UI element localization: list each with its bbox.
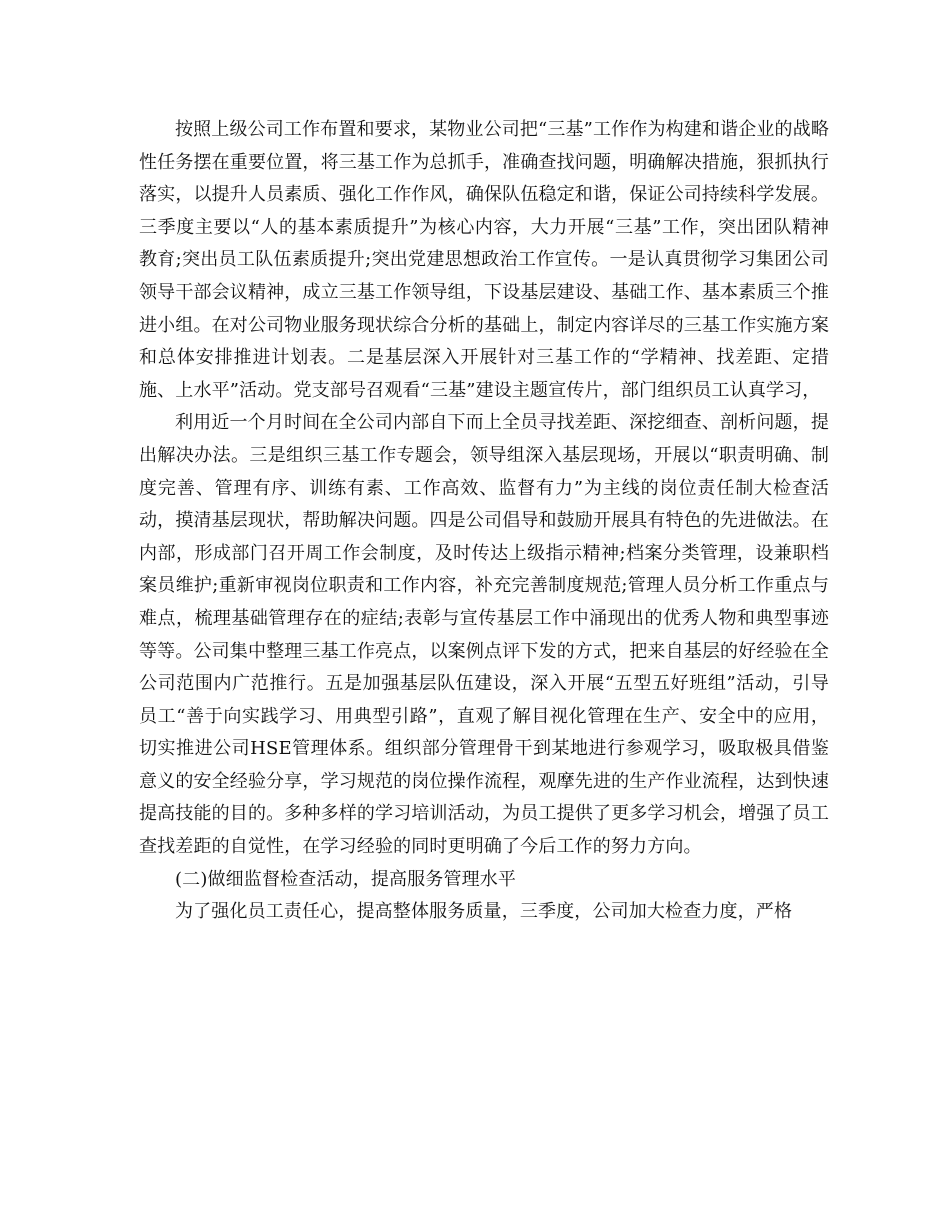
paragraph-2: 利用近一个月时间在全公司内部自下而上全员寻找差距、深挖细查、剖析问题，提出解决办法。三是组织三基工作专题会，领导组深入基层现场，开展以“职责明确、制度完善、管理有序、训练有素、工作高效、监督有力”为主线的岗位责任制大检查活动，摸清基层现状，帮助解决问题。四是公司倡导和鼓励开展具有特色的先进做法。在内部，形成部门召开周工作会制度，及时传达上级指示精神;档案分类管理，设兼职档案员维护;重新审视岗位职责和工作内容，补充完善制度规范;管理人员分析工作重点与难点，梳理基础管理存在的症结;表彰与宣传基层工作中涌现出的优秀人物和典型事迹等等。公司集中整理三基工作亮点，以案例点评下发的方式，把来自基层的好经验在全公司范围内广范推行。五是加强基层队伍建设，深入开展“五型五好班组”活动，引导员工“善于向实践学习、用典型引路”，直观了解目视化管理在生产、安全中的应用，切实推进公司HSE管理体系。组织部分管理骨干到某地进行参观学习，吸取极具借鉴意义的安全经验分享，学习规范的岗位操作流程，观摩先进的生产作业流程，达到快速提高技能的目的。多种多样的学习培训活动，为员工提供了更多学习机会，增强了员工查找差距的自觉性，在学习经验的同时更明确了今后工作的努力方向。 [139, 412, 829, 858]
paragraph-1: 按照上级公司工作布置和要求，某物业公司把“三基”工作作为构建和谐企业的战略性任务摆在重要位置，将三基工作为总抓手，准确查找问题，明确解决措施，狠抓执行落实，以提升人员素质、强化工作作风，确保队伍稳定和谐，保证公司持续科学发展。三季度主要以“人的基本素质提升”为核心内容，大力开展“三基”工作，突出团队精神教育;突出员工队伍素质提升;突出党建思想政治工作宣传。一是认真贯彻学习集团公司领导干部会议精神，成立三基工作领导组，下设基层建设、基础工作、基本素质三个推进小组。在对公司物业服务现状综合分析的基础上，制定内容详尽的三基工作实施方案和总体安排推进计划表。二是基层深入开展针对三基工作的“学精神、找差距、定措施、上水平”活动。党支部号召观看“三基”建设主题宣传片，部门组织员工认真学习， [139, 119, 829, 401]
document-body [139, 114, 829, 929]
paragraph-3: 为了强化员工责任心，提高整体服务质量，三季度，公司加大检查力度，严格 [175, 901, 793, 923]
section-heading: (二)做细监督检查活动，提高服务管理水平 [175, 868, 517, 890]
